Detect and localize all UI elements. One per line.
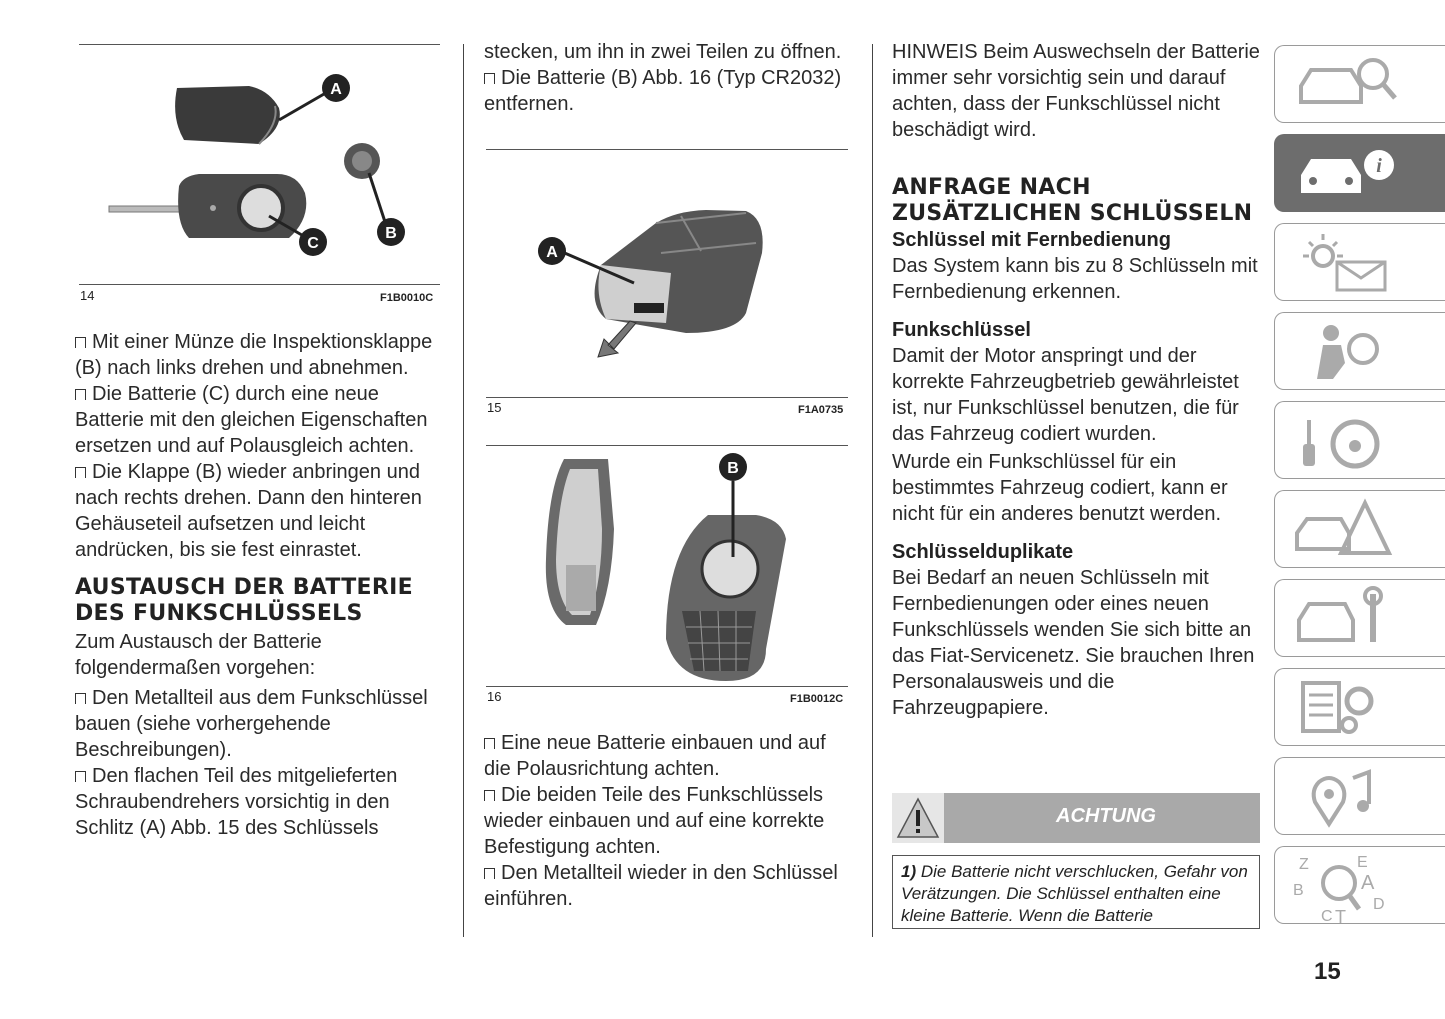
index-letter-b: B [1293,882,1304,899]
warning-text-box [892,855,1260,929]
col3-subheading-duplicates: Schlüsselduplikate [892,541,1074,563]
column-2-top-text [484,39,850,117]
figure-16-label-b: B [727,460,739,477]
figure-14-label-a: A [330,81,342,98]
col1-step-replace-battery: Die Batterie (C) durch eine neue Batterie mit den gleichen Eigenschaften ersetzen und auf Polausgleich achten. [75,381,447,459]
document-gear-icon [1289,675,1399,739]
figure-14-code: F1B0010C [380,292,434,304]
col3-transponder-text-2: Wurde ein Funkschlüssel für ein bestimmtes Fahrzeug codiert, kann er nicht für ein anderes benutzt werden. [892,451,1228,525]
figure-14-top-rule [79,44,440,45]
col2-step-insert-battery: Eine neue Batterie einbauen und auf die Polausrichtung achten. [484,730,850,782]
lamp-message-icon [1289,230,1399,294]
figure-15-image [486,153,848,395]
index-letter-a: A [1361,872,1375,894]
index-magnifier-icon [1289,853,1399,925]
col3-subheading-transponder: Funkschlüssel [892,319,1031,341]
column-divider-1 [463,44,464,937]
tab-starting-driving[interactable] [1274,401,1445,479]
figure-16-caption-rule [486,686,848,687]
location-music-icon [1289,764,1399,828]
col3-remote-text: Das System kann bis zu 8 Schlüsseln mit Fernbedienung erkennen. [892,255,1258,303]
col1-heading: AUSTAUSCH DER BATTERIE DES FUNKSCHLÜSSELS [75,575,413,626]
tab-multimedia[interactable] [1274,757,1445,835]
tab-index[interactable] [1274,846,1445,924]
col3-heading: ANFRAGE NACH ZUSÄTZLICHEN SCHLÜSSELN [892,175,1253,226]
column-3-text [892,39,1260,721]
figure-16-number: 16 [487,689,502,704]
col1-step-coin: Mit einer Münze die Inspektionsklappe (B) nach links drehen und abnehmen. [75,329,447,381]
column-divider-2 [872,44,873,937]
figure-14-caption-rule [79,284,440,285]
index-letter-t: T [1335,907,1346,925]
figure-16-image [486,449,848,684]
svg-text:i: i [1376,155,1382,177]
col2-step-metal-insert: Den Metallteil wieder in den Schlüssel einführen. [484,860,850,912]
figure-15-caption-rule [486,397,848,398]
col1-intro: Zum Austausch der Batterie folgendermaßen vorgehen: [75,631,322,679]
figure-14-label-b: B [385,225,397,242]
index-letter-e: E [1357,854,1368,871]
tab-safety[interactable] [1274,312,1445,390]
page-number: 15 [1314,958,1341,985]
col2-continued: stecken, um ihn in zwei Teilen zu öffnen. [484,41,842,63]
warning-title: ACHTUNG [1056,805,1156,827]
figure-14-image [79,48,440,282]
figure-15-number: 15 [487,400,502,415]
tab-servicing[interactable] [1274,579,1445,657]
col1-step-refit-cover: Die Klappe (B) wieder anbringen und nach rechts drehen. Dann den hinteren Gehäuseteil aufsetzen und leicht andrücken, bis sie fest einrastet. [75,459,447,563]
warning-number: 1) [901,862,917,881]
figure-14-number: 14 [80,288,95,303]
col1-step-screwdriver: Den flachen Teil des mitgelieferten Schraubendrehers vorsichtig in den Schlitz (A) Abb. 15 des Schlüssels [75,763,447,841]
tab-warning-lights[interactable] [1274,223,1445,301]
col2-step-remove-battery: Die Batterie (B) Abb. 16 (Typ CR2032) entfernen. [484,65,850,117]
index-letter-d: D [1373,896,1385,913]
col3-note: HINWEIS Beim Auswechseln der Batterie immer sehr vorsichtig sein und darauf achten, dass der Funkschlüssel nicht beschädigt wird. [892,41,1260,141]
figure-15-top-rule [486,149,848,150]
tab-technical-data[interactable] [1274,668,1445,746]
figure-15-code: F1A0735 [798,404,844,416]
car-info-icon [1289,141,1399,205]
seatbelt-airbag-icon [1289,319,1399,383]
column-1-text [75,329,447,841]
key-steering-wheel-icon [1289,408,1399,472]
col2-step-reassemble: Die beiden Teile des Funkschlüssels wieder einbauen und auf eine korrekte Befestigung achten. [484,782,850,860]
figure-16-code: F1B0012C [790,693,844,705]
col1-step-remove-metal: Den Metallteil aus dem Funkschlüssel bauen (siehe vorhergehende Beschreibungen). [75,685,447,763]
index-letter-z: Z [1299,856,1309,873]
car-magnifier-icon [1289,52,1399,116]
figure-14-label-c: C [307,235,319,252]
warning-header [892,793,1260,843]
index-letter-c: C [1321,908,1333,925]
col3-transponder-text: Damit der Motor anspringt und der korrekte Fahrzeugbetrieb gewährleistet ist, nur Funkschlüssel benutzen, die für das Fahrzeug codiert wurden. [892,345,1239,445]
figure-16-top-rule [486,445,848,446]
car-hazard-icon [1289,497,1399,561]
column-2-bottom-text [484,730,850,912]
tab-dashboard[interactable] [1274,45,1445,123]
car-wrench-icon [1289,586,1399,650]
figure-15-label-a: A [546,244,558,261]
tab-know-your-car[interactable] [1274,134,1445,212]
col3-duplicates-text: Bei Bedarf an neuen Schlüsseln mit Fernbedienungen oder eines neuen Funkschlüssels wenden Sie sich bitte an das Fiat-Servicenetz. Sie brauchen Ihren Personalausweis und die Fahrzeugpapiere. [892,567,1255,719]
warning-text: Die Batterie nicht verschlucken, Gefahr von Verätzungen. Die Schlüssel enthalten eine kleine Batterie. Wenn die Batterie [901,862,1248,925]
col3-subheading-remote: Schlüssel mit Fernbedienung [892,229,1171,251]
tab-emergency[interactable] [1274,490,1445,568]
